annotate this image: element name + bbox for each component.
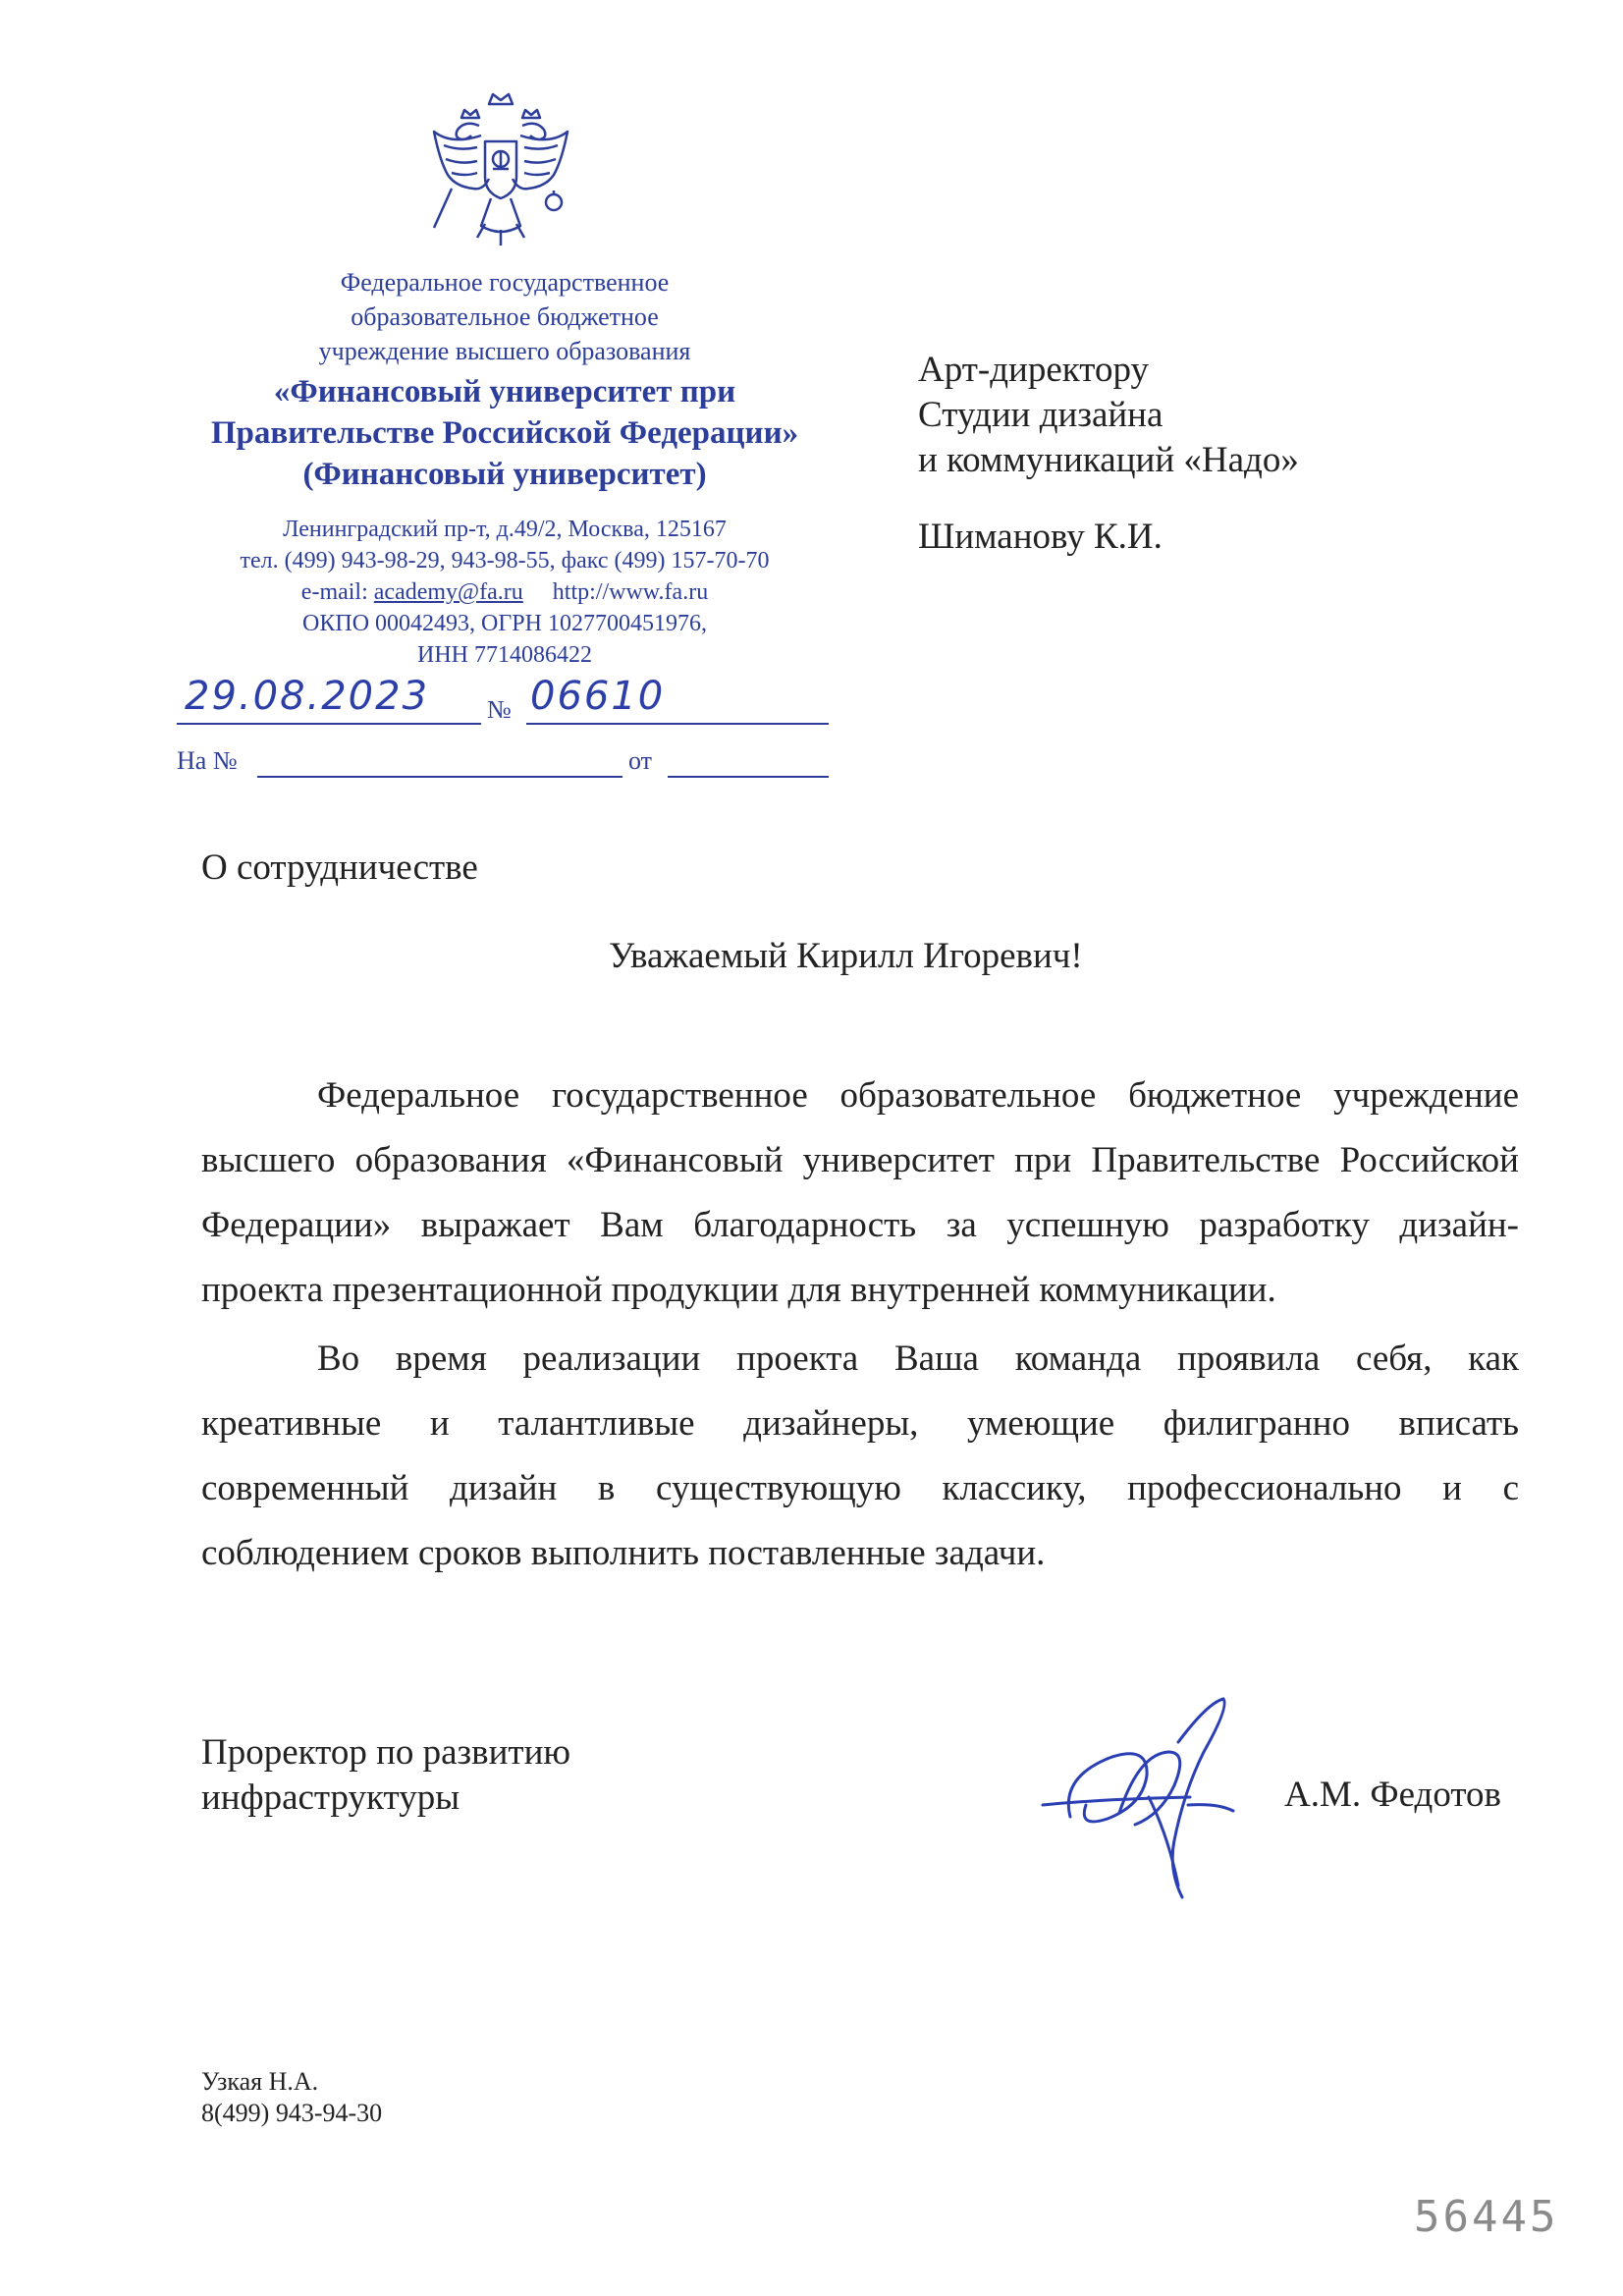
paragraph-2-line-2: креативные и талантливые дизайнеры, умеющие филигранно вписать [201, 1403, 1519, 1444]
addressee-block [918, 348, 1299, 560]
paragraph-2-line-1: Во время реализации проекта Ваша команда проявила себя, как [317, 1339, 1519, 1379]
addressee-position: Арт-директору [918, 350, 1149, 390]
org-type-line-3: учреждение высшего образования [318, 337, 691, 365]
signatory-name: А.М. Федотов [1284, 1775, 1502, 1815]
double-headed-eagle-emblem-icon [422, 86, 579, 253]
paragraph-2 [201, 1327, 1519, 1586]
paragraph-2-line-4: соблюдением сроков выполнить поставленные задачи. [201, 1533, 1046, 1573]
signatory-title-line-2: инфраструктуры [201, 1777, 460, 1818]
email-link[interactable]: academy@fa.ru [373, 579, 523, 605]
letter-subject: О сотрудничестве [201, 847, 478, 888]
outgoing-date: 29.08.2023 [185, 674, 430, 719]
org-phones: тел. (499) 943-98-29, 943-98-55, факс (499) 157-70-70 [240, 548, 770, 574]
paragraph-1-line-4: проекта презентационной продукции для внутренней коммуникации. [201, 1270, 1276, 1310]
paragraph-1-line-1: Федеральное государственное образовательное бюджетное учреждение [317, 1075, 1519, 1116]
paragraph-1 [201, 1064, 1519, 1323]
org-name-line-1: «Финансовый университет при [273, 374, 736, 410]
paragraph-2-line-3: современный дизайн в существующую классику, профессионально и с [201, 1468, 1519, 1508]
org-address: Ленинградский пр-т, д.49/2, Москва, 125167 [283, 517, 727, 542]
website-link[interactable]: http://www.fa.ru [552, 579, 709, 605]
org-codes-line-2: ИНН 7714086422 [417, 642, 592, 668]
paragraph-1-line-3: Федерации» выражает Вам благодарность за успешную разработку дизайн- [201, 1205, 1519, 1245]
addressee-company-line-2: и коммуникаций «Надо» [918, 440, 1299, 480]
incoming-stamp-number: 56445 [1414, 2192, 1559, 2242]
reply-to-line [257, 776, 622, 778]
org-short-name: (Финансовый университет) [302, 457, 707, 492]
signatory-title [201, 1730, 570, 1821]
org-type-line-2: образовательное бюджетное [351, 302, 659, 331]
email-label: e-mail: [300, 579, 368, 605]
salutation: Уважаемый Кирилл Игоревич! [609, 936, 1083, 976]
org-codes-line-1: ОКПО 00042493, ОГРН 1027700451976, [302, 611, 707, 636]
number-line [526, 723, 829, 725]
signatory-title-line-1: Проректор по развитию [201, 1732, 571, 1773]
reply-to-label: На № [177, 746, 238, 775]
org-type-line-1: Федеральное государственное [340, 268, 670, 297]
from-label: от [628, 746, 653, 775]
date-line [177, 723, 481, 725]
addressee-company-line-1: Студии дизайна [918, 395, 1163, 435]
executor-phone: 8(499) 943-94-30 [201, 2099, 383, 2127]
executor-name: Узкая Н.А. [201, 2067, 319, 2096]
addressee-name: Шиманову К.И. [918, 517, 1163, 557]
handwritten-signature-icon [1031, 1689, 1286, 1915]
outgoing-number: 06610 [530, 674, 666, 719]
org-contacts [118, 577, 892, 608]
from-line [668, 776, 829, 778]
paragraph-1-line-2: высшего образования «Финансовый университет при Правительстве Российской [201, 1140, 1519, 1180]
number-label: № [487, 695, 512, 724]
org-name-line-2: Правительстве Российской Федерации» [210, 415, 799, 451]
